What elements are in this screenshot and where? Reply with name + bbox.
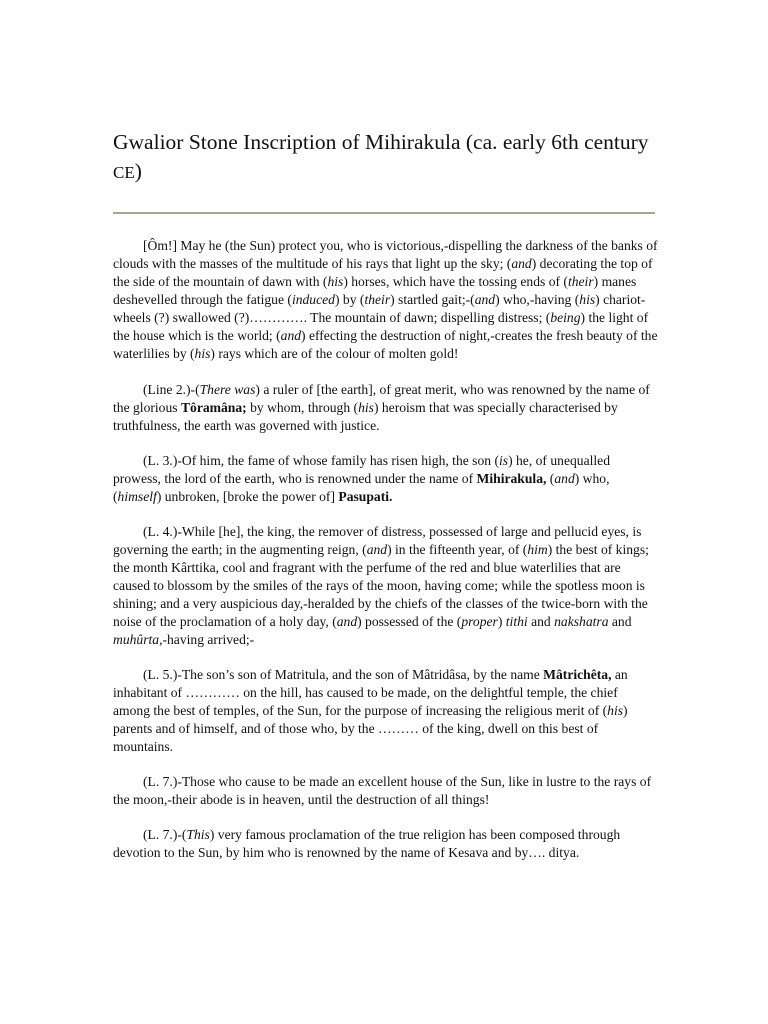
paragraph-line-7b: (L. 7.)-(This) very famous proclamation of the true religion has been composed through devotion to the Sun, by him who is renowned by the name of Kesava and by…. ditya.	[113, 827, 621, 860]
paragraph-line-2: (Line 2.)-(There was) a ruler of [the earth], of great merit, who was renowned by the name of the glorious Tôramâna; by whom, through (his) heroism that was specially characterised by truthfulness, the earth was governed with justice.	[113, 382, 650, 433]
page-title: Gwalior Stone Inscription of Mihirakula (ca. early 6th century CE)	[113, 130, 649, 183]
title-divider	[113, 212, 655, 214]
paragraph-invocation: [Ôm!] May he (the Sun) protect you, who is victorious,-dispelling the darkness of the banks of clouds with the masses of the multitude of his rays that light up the sky; (and) decorating the top of the side of the mountain of dawn with (his) horses, which have the tossing ends of (their) manes deshevelled through the fatigue (induced) by (their) startled gait;-(and) who,-having (his) chariot-wheels (?) swallowed (?)…………. The mountain of dawn; dispelling distress; (being) the light of the house which is the world; (and) effecting the destruction of night,-creates the fresh beauty of the waterlilies by (his) rays which are of the colour of molten gold!	[113, 238, 658, 361]
paragraph-line-3: (L. 3.)-Of him, the fame of whose family has risen high, the son (is) he, of unequalled prowess, the lord of the earth, who is renowned under the name of Mihirakula, (and) who, (himself) unbroken, [broke the power of] Pasupati.	[113, 453, 610, 504]
paragraph-line-4: (L. 4.)-While [he], the king, the remover of distress, possessed of large and pellucid eyes, is governing the earth; in the augmenting reign, (and) in the fifteenth year, of (him) the best of kings; the month Kârttika, cool and fragrant with the perfume of the red and blue waterlilies that are caused to blossom by the smiles of the rays of the moon, having come; while the spotless moon is shining; and a very auspicious day,-heralded by the chiefs of the classes of the twice-born with the noise of the proclamation of a holy day, (and) possessed of the (proper) tithi and nakshatra and muhûrta,-having arrived;-	[113, 524, 649, 647]
paragraph-line-5: (L. 5.)-The son’s son of Matritula, and the son of Mâtridâsa, by the name Mâtrichêta, an inhabitant of ………… on the hill, has caused to be made, on the delightful temple, the chief among the best of temples, of the Sun, for the purpose of increasing the religious merit of (his) parents and of himself, and of those who, by the ……… of the king, dwell on this best of mountains.	[113, 667, 628, 754]
paragraph-line-7a: (L. 7.)-Those who cause to be made an excellent house of the Sun, like in lustre to the rays of the moon,-their abode is in heaven, until the destruction of all things!	[113, 774, 652, 807]
document-body	[113, 237, 658, 879]
